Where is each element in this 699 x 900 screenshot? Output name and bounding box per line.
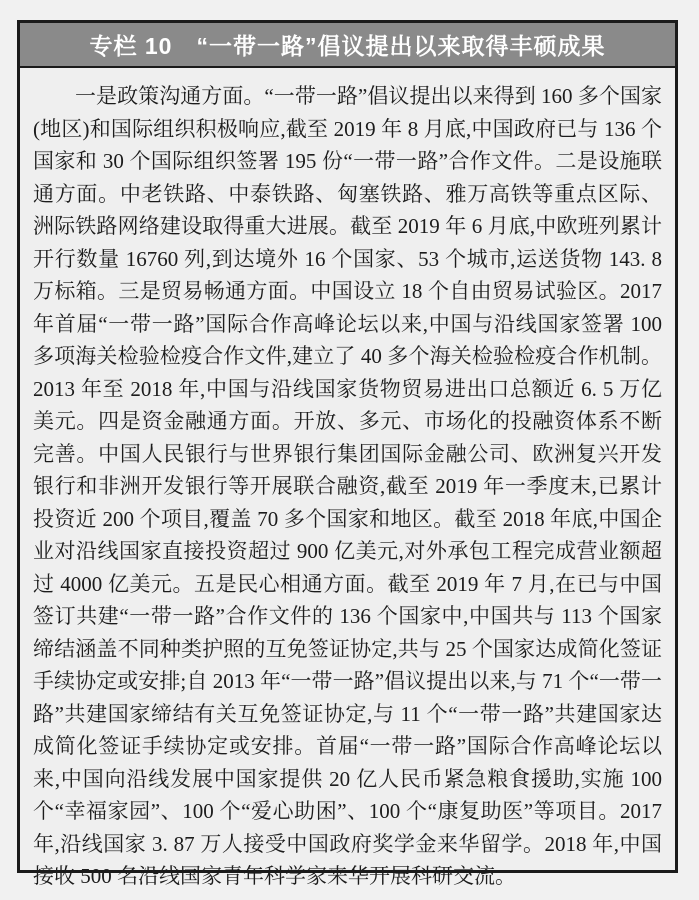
- panel-paragraph: 一是政策沟通方面。“一带一路”倡议提出以来得到 160 多个国家(地区)和国际组织积极响应,截至 2019 年 8 月底,中国政府已与 136 个国家和 30 个国际组织签署 195 份“一带一路”合作文件。二是设施联通方面。中老铁路、中泰铁路、匈塞铁路、雅万高铁等重点区际、洲际铁路网络建设取得重大进展。截至 2019 年 6 月底,中欧班列累计开行数量 16760 列,到达境外 16 个国家、53 个城市,运送货物 143. 8 万标箱。三是贸易畅通方面。中国设立 18 个自由贸易试验区。2017 年首届“一带一路”国际合作高峰论坛以来,中国与沿线国家签署 100 多项海关检验检疫合作文件,建立了 40 多个海关检验检疫合作机制。2013 年至 2018 年,中国与沿线国家货物贸易进出口总额近 6. 5 万亿美元。四是资金融通方面。开放、多元、市场化的投融资体系不断完善。中国人民银行与世界银行集团国际金融公司、欧洲复兴开发银行和非洲开发银行等开展联合融资,截至 2019 年一季度末,已累计投资近 200 个项目,覆盖 70 多个国家和地区。截至 2018 年底,中国企业对沿线国家直接投资超过 900 亿美元,对外承包工程完成营业额超过 4000 亿美元。五是民心相通方面。截至 2019 年 7 月,在已与中国签订共建“一带一路”合作文件的 136 个国家中,中国共与 113 个国家缔结涵盖不同种类护照的互免签证协定,共与 25 个国家达成简化签证手续协定或安排;自 2013 年“一带一路”倡议提出以来,与 71 个“一带一路”共建国家缔结有关互免签证协定,与 11 个“一带一路”共建国家达成简化签证手续协定或安排。首届“一带一路”国际合作高峰论坛以来,中国向沿线发展中国家提供 20 亿人民币紧急粮食援助,实施 100 个“幸福家园”、100 个“爱心助困”、100 个“康复助医”等项目。2017 年,沿线国家 3. 87 万人接受中国政府奖学金来华留学。2018 年,中国接收 500 名沿线国家青年科学家来华开展科研交流。: [33, 84, 662, 888]
- panel-header: [20, 23, 675, 68]
- panel-title: 专栏 10 “一带一路”倡议提出以来取得丰硕成果: [89, 33, 606, 59]
- panel-body: [20, 68, 675, 893]
- column-panel: [17, 20, 678, 888]
